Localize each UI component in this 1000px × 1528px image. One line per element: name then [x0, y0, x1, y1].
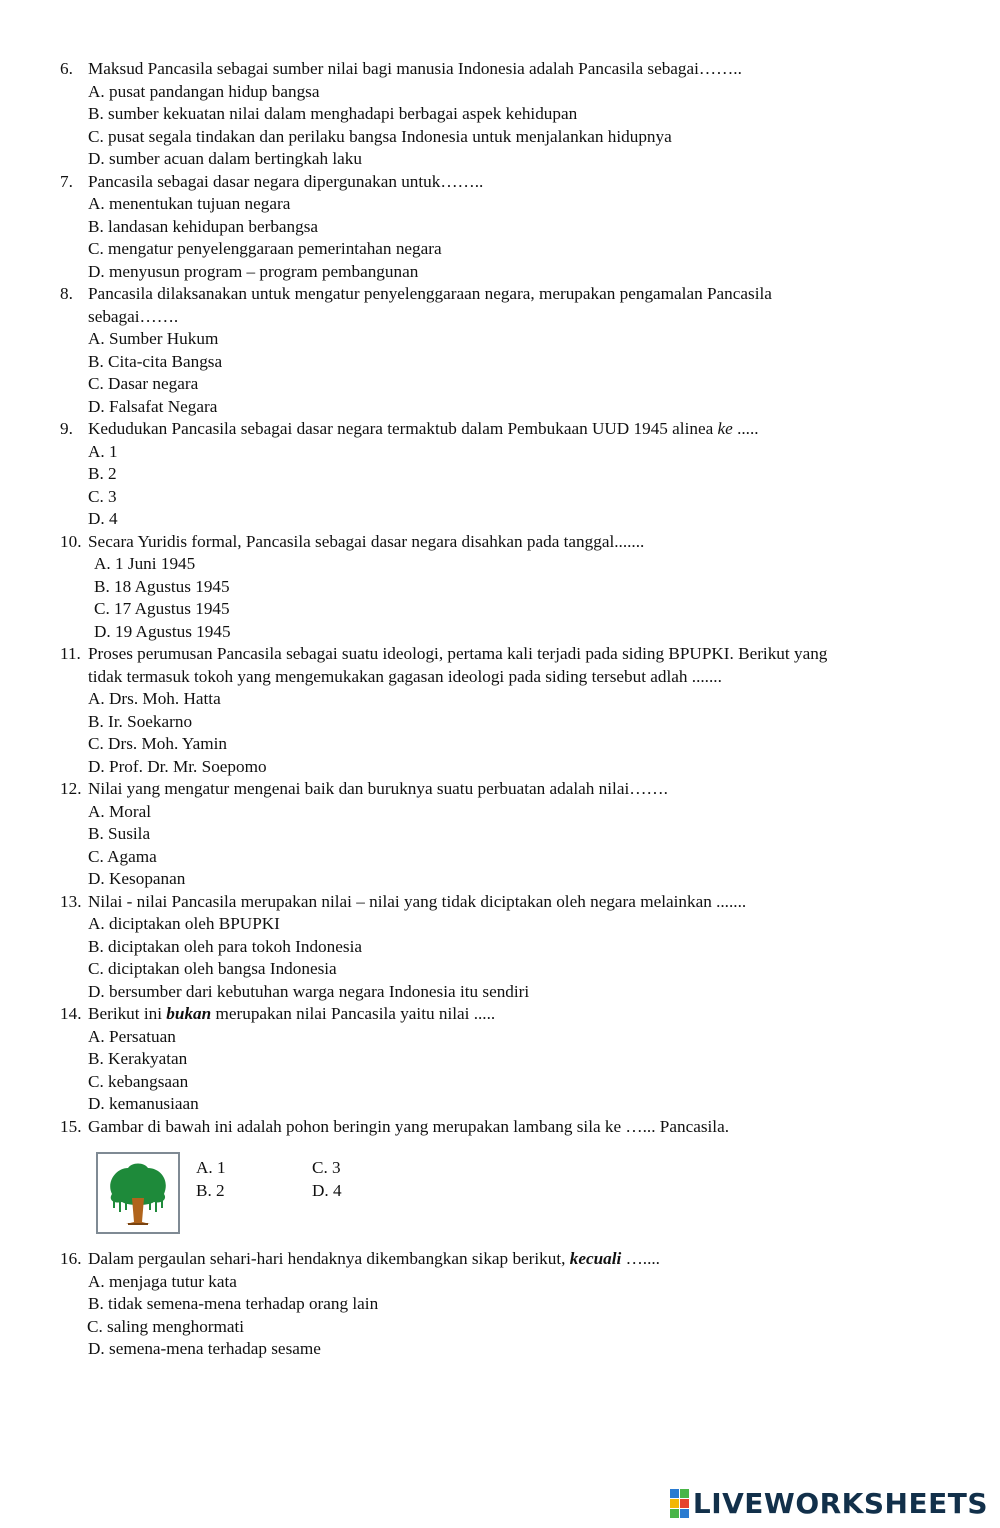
question-text: Secara Yuridis formal, Pancasila sebagai dasar negara disahkan pada tanggal....... [88, 531, 645, 551]
question-text: Nilai yang mengatur mengenai baik dan buruknya suatu perbuatan adalah nilai……. [88, 779, 668, 798]
option-c[interactable]: C. 17 Agustus 1945 [94, 599, 230, 618]
option-d[interactable]: D. kemanusiaan [88, 1094, 199, 1113]
worksheet-page [0, 58, 1000, 1361]
option-b[interactable]: B. Cita-cita Bangsa [88, 351, 223, 371]
question-7 [0, 171, 1000, 284]
option-a[interactable]: A. 1 [88, 441, 118, 461]
option-c[interactable]: C. Agama [88, 846, 157, 866]
question-number: 9. [60, 419, 73, 438]
question-text-italic: ke [717, 419, 733, 438]
question-15 [0, 1116, 1000, 1249]
option-b[interactable]: B. 2 [196, 1180, 225, 1200]
option-c[interactable]: C. Drs. Moh. Yamin [88, 734, 227, 753]
question-number: 12. [60, 779, 82, 798]
option-a[interactable]: A. Moral [88, 801, 152, 821]
question-number: 13. [60, 891, 82, 911]
option-c[interactable]: C. mengatur penyelenggaraan pemerintahan negara [88, 239, 442, 258]
option-d[interactable]: D. 4 [312, 1180, 342, 1200]
option-a[interactable]: A. diciptakan oleh BPUPKI [88, 914, 280, 933]
question-text-continued: tidak termasuk tokoh yang mengemukakan gagasan ideologi pada siding tersebut adlah ....... [88, 666, 722, 686]
banyan-tree-image [96, 1152, 180, 1234]
option-a[interactable]: A. 1 Juni 1945 [94, 554, 196, 573]
option-b[interactable]: B. diciptakan oleh para tokoh Indonesia [88, 936, 362, 956]
option-a[interactable]: A. menjaga tutur kata [88, 1271, 237, 1291]
question-6 [0, 58, 1000, 171]
option-c[interactable]: C. saling menghormati [87, 1316, 245, 1336]
option-b[interactable]: B. tidak semena-mena terhadap orang lain [88, 1294, 379, 1313]
question-text-emphasis: bukan [166, 1004, 212, 1023]
option-d[interactable]: D. semena-mena terhadap sesame [88, 1339, 321, 1358]
question-number: 11. [60, 644, 81, 663]
liveworksheets-logo-icon [670, 1489, 689, 1518]
option-c[interactable]: C. 3 [88, 486, 117, 506]
question-11 [0, 643, 1000, 778]
question-text-continued: sebagai……. [88, 306, 179, 326]
option-b[interactable]: B. Susila [88, 824, 151, 843]
option-c[interactable]: C. diciptakan oleh bangsa Indonesia [88, 959, 337, 978]
picture-question-options [196, 1157, 428, 1202]
liveworksheets-logo[interactable] [670, 1487, 988, 1520]
option-d[interactable]: D. Falsafat Negara [88, 396, 218, 416]
option-d[interactable]: D. bersumber dari kebutuhan warga negara Indonesia itu sendiri [88, 981, 530, 1001]
question-13 [0, 891, 1000, 1004]
question-12 [0, 778, 1000, 891]
question-text: Proses perumusan Pancasila sebagai suatu ideologi, pertama kali terjadi pada siding BPUPKI. Berikut yang [88, 644, 828, 663]
option-a[interactable]: A. pusat pandangan hidup bangsa [88, 81, 320, 101]
option-a[interactable]: A. 1 [196, 1158, 226, 1177]
option-c[interactable]: C. pusat segala tindakan dan perilaku bangsa Indonesia untuk menjalankan hidupnya [88, 126, 672, 146]
option-b[interactable]: B. sumber kekuatan nilai dalam menghadapi berbagai aspek kehidupan [88, 104, 578, 123]
option-b[interactable]: B. 2 [88, 464, 117, 483]
question-text: Nilai - nilai Pancasila merupakan nilai – nilai yang tidak diciptakan oleh negara melainkan ....... [88, 891, 747, 911]
question-9 [0, 418, 1000, 531]
option-d[interactable]: D. 4 [88, 509, 118, 528]
question-text: Kedudukan Pancasila sebagai dasar negara termaktub dalam Pembukaan UUD 1945 alinea [88, 419, 718, 438]
option-a[interactable]: A. Drs. Moh. Hatta [88, 689, 221, 708]
option-c[interactable]: C. 3 [312, 1158, 341, 1177]
question-16 [0, 1248, 1000, 1361]
question-text: Berikut ini [88, 1004, 167, 1023]
question-text: Gambar di bawah ini adalah pohon beringin yang merupakan lambang sila ke …... Pancasila. [88, 1116, 729, 1136]
question-10 [0, 531, 1000, 644]
option-d[interactable]: D. 19 Agustus 1945 [94, 621, 231, 641]
question-text-emphasis: kecuali [569, 1249, 622, 1268]
option-b[interactable]: B. Ir. Soekarno [88, 711, 193, 731]
option-c[interactable]: C. kebangsaan [88, 1071, 189, 1091]
option-a[interactable]: A. Persatuan [88, 1026, 176, 1046]
question-text-end: ..... [732, 419, 759, 438]
brand-name: LIVEWORKSHEETS [692, 1487, 988, 1520]
question-text: Dalam pergaulan sehari-hari hendaknya dikembangkan sikap berikut, [88, 1249, 570, 1268]
question-14 [0, 1003, 1000, 1116]
question-text: Maksud Pancasila sebagai sumber nilai bagi manusia Indonesia adalah Pancasila sebagai…….. [88, 59, 742, 78]
option-d[interactable]: D. Kesopanan [88, 869, 186, 888]
banyan-tree-icon [98, 1154, 178, 1232]
question-text-end: merupakan nilai Pancasila yaitu nilai ..... [211, 1004, 496, 1023]
option-a[interactable]: A. Sumber Hukum [88, 329, 219, 348]
question-number: 16. [60, 1249, 82, 1268]
option-b[interactable]: B. landasan kehidupan berbangsa [88, 216, 319, 236]
option-b[interactable]: B. 18 Agustus 1945 [94, 576, 230, 596]
option-c[interactable]: C. Dasar negara [88, 374, 199, 393]
question-text: Pancasila dilaksanakan untuk mengatur penyelenggaraan negara, merupakan pengamalan Pancasila [88, 284, 772, 303]
option-d[interactable]: D. Prof. Dr. Mr. Soepomo [88, 756, 267, 776]
question-number: 15. [60, 1116, 82, 1136]
question-number: 6. [60, 59, 73, 78]
question-text: Pancasila sebagai dasar negara dipergunakan untuk…….. [88, 171, 484, 191]
option-d[interactable]: D. menyusun program – program pembangunan [88, 261, 419, 281]
question-text-end: ….... [621, 1249, 660, 1268]
question-number: 10. [60, 531, 82, 551]
option-a[interactable]: A. menentukan tujuan negara [88, 194, 291, 213]
option-b[interactable]: B. Kerakyatan [88, 1049, 188, 1068]
question-number: 7. [60, 171, 73, 191]
question-number: 8. [60, 284, 73, 303]
question-picture-row [0, 1148, 1000, 1248]
option-d[interactable]: D. sumber acuan dalam bertingkah laku [88, 149, 362, 168]
question-number: 14. [60, 1004, 82, 1023]
question-8 [0, 283, 1000, 418]
